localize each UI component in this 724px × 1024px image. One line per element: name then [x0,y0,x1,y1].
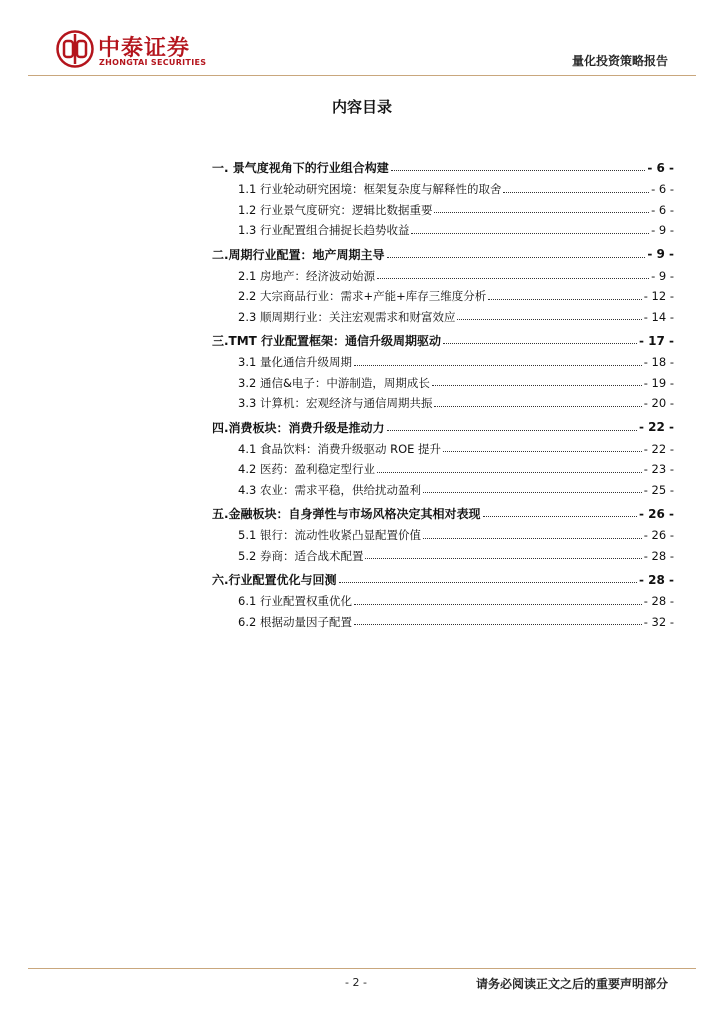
toc-entry-page: - 6 - [647,160,674,175]
dot-leader [423,538,642,539]
dot-leader [354,624,642,625]
toc-subsection[interactable] [212,393,674,414]
toc-entry-title: 2.2 大宗商品行业：需求+产能+库存三维度分析 [238,289,487,304]
dot-leader [354,365,642,366]
toc-entry-title: 5.2 券商：适合战术配置 [238,548,364,563]
company-name-en: ZHONGTAI SECURITIES [99,58,207,67]
toc-entry-page: - 14 - [643,309,674,324]
toc-entry-title: 1.1 行业轮动研究困境：框架复杂度与解释性的取舍 [238,182,502,197]
toc-entry-title: 1.3 行业配置组合捕捉长趋势收益 [238,223,410,238]
dot-leader [483,516,637,517]
toc-entry-page: - 22 - [638,420,674,434]
dot-leader [339,582,637,583]
toc-entry-page: - 28 - [638,572,674,587]
toc-subsection[interactable] [212,352,674,373]
toc-entry-page: - 6 - [651,182,674,197]
toc-entry-title: 5.1 银行：流动性收紧凸显配置价值 [238,528,421,543]
toc-subsection[interactable] [212,612,674,633]
toc-entry-page: - 23 - [643,462,674,477]
toc-entry-page: - 26 - [643,528,674,543]
toc-section[interactable] [212,502,674,525]
toc-entry-page: - 20 - [643,396,674,411]
dot-leader [377,472,642,473]
toc-entry-page: - 28 - [643,594,674,609]
dot-leader [354,604,642,605]
footer-disclaimer: 请务必阅读正文之后的重要声明部分 [475,977,668,991]
toc-subsection[interactable] [212,439,674,460]
toc-entry-title: 1.2 行业景气度研究：逻辑比数据重要 [238,202,433,217]
dot-leader [391,170,646,171]
toc-entry-page: - 9 - [651,268,674,283]
toc-entry-title: 四.消费板块：消费升级是推动力 [212,420,385,435]
zhongtai-logo-icon [56,30,94,68]
dot-leader [457,319,641,320]
dot-leader [387,257,646,258]
toc-subsection[interactable] [212,286,674,307]
toc-entry-page: - 26 - [638,506,674,521]
toc-entry-page: - 9 - [651,223,674,238]
table-of-contents [212,154,674,632]
toc-subsection[interactable] [212,179,674,200]
toc-subsection[interactable] [212,480,674,501]
toc-section[interactable] [212,329,674,352]
dot-leader [387,430,637,431]
dot-leader [365,558,641,559]
toc-entry-title: 五.金融板块：自身弹性与市场风格决定其相对表现 [212,507,481,521]
toc-subsection[interactable] [212,200,674,221]
toc-entry-title: 三.TMT 行业配置框架：通信升级周期驱动 [212,334,442,348]
toc-entry-title: 4.3 农业：需求平稳，供给扰动盈利 [238,482,421,497]
toc-entry-title: 4.2 医药：盈利稳定型行业 [238,462,375,477]
dot-leader [503,192,649,193]
header-divider [28,75,696,76]
toc-entry-title: 3.1 量化通信升级周期 [238,355,352,370]
toc-entry-page: - 22 - [643,441,674,456]
toc-entry-title: 2.1 房地产：经济波动始源 [238,268,375,283]
toc-subsection[interactable] [212,591,674,612]
toc-subsection[interactable] [212,373,674,394]
toc-entry-page: - 32 - [643,614,674,629]
toc-entry-page: - 9 - [647,247,674,261]
toc-entry-title: 3.2 通信&电子：中游制造，周期成长 [238,375,430,390]
dot-leader [423,492,642,493]
toc-entry-title: 6.2 根据动量因子配置 [238,614,352,629]
dot-leader [377,278,649,279]
dot-leader [434,212,649,213]
toc-entry-page: - 17 - [638,333,674,348]
footer-divider [28,968,696,969]
page-number: - 2 - [345,976,367,989]
company-name-cn: 中泰证券 [98,36,191,61]
toc-section[interactable] [212,156,674,179]
dot-leader [443,343,637,344]
toc-subsection[interactable] [212,525,674,546]
dot-leader [411,233,649,234]
toc-entry-title: 3.3 计算机：宏观经济与通信周期共振 [238,396,433,411]
dot-leader [432,385,642,386]
dot-leader [443,451,642,452]
toc-entry-page: - 28 - [643,548,674,563]
toc-entry-title: 二.周期行业配置：地产周期主导 [212,247,385,262]
toc-entry-title: 六.行业配置优化与回测 [212,573,337,587]
toc-entry-page: - 18 - [643,355,674,370]
page-header [0,0,724,80]
toc-section[interactable] [212,568,674,591]
toc-entry-page: - 6 - [651,202,674,217]
toc-entry-title: 2.3 顺周期行业：关注宏观需求和财富效应 [238,309,456,324]
toc-entry-title: 6.1 行业配置权重优化 [238,594,352,609]
toc-entry-page: - 19 - [643,375,674,390]
toc-section[interactable] [212,243,674,266]
toc-subsection[interactable] [212,307,674,328]
toc-entry-title: 一. 景气度视角下的行业组合构建 [212,161,389,175]
dot-leader [434,406,641,407]
report-type-label: 量化投资策略报告 [571,54,668,68]
toc-title: 内容目录 [331,98,392,116]
toc-subsection[interactable] [212,266,674,287]
toc-entry-title: 4.1 食品饮料：消费升级驱动 ROE 提升 [238,441,442,456]
toc-subsection[interactable] [212,546,674,567]
toc-subsection[interactable] [212,459,674,480]
toc-entry-page: - 12 - [643,289,674,304]
toc-entry-page: - 25 - [643,482,674,497]
dot-leader [488,299,642,300]
toc-subsection[interactable] [212,220,674,241]
toc-section[interactable] [212,416,674,439]
